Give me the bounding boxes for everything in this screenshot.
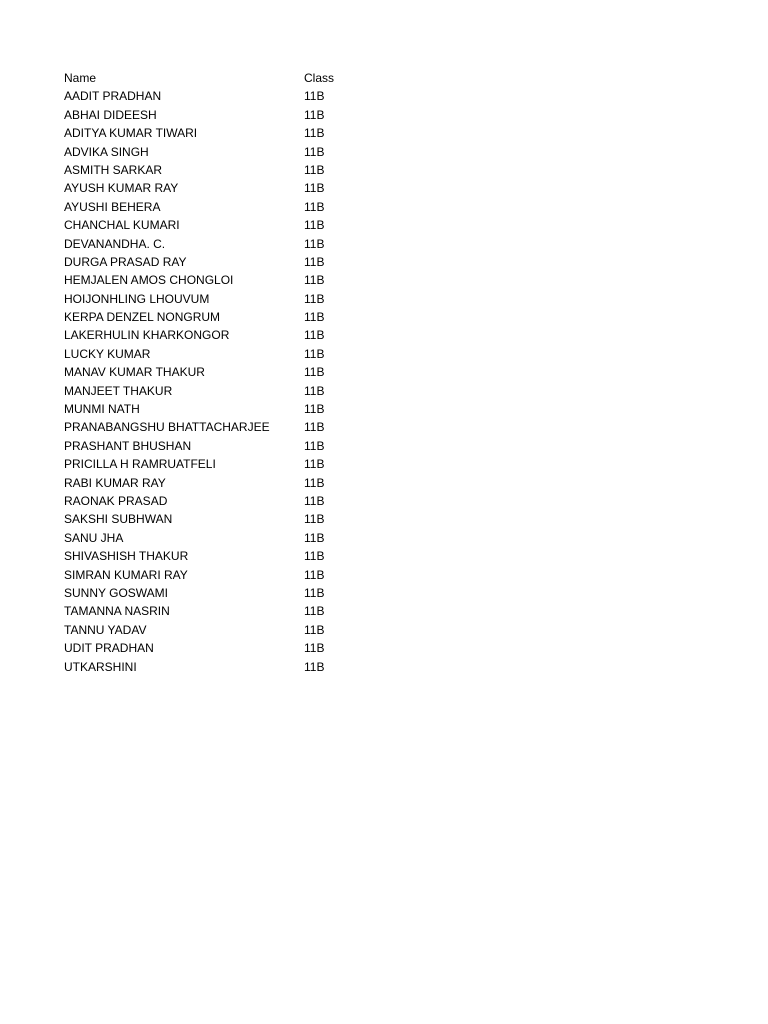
student-name-cell: UTKARSHINI [64,659,137,674]
student-name-cell: TAMANNA NASRIN [64,604,170,619]
table-row [64,216,384,234]
table-row [64,418,384,436]
table-row [64,602,384,620]
table-row [64,308,384,326]
student-class-cell: 11B [304,236,325,251]
student-name-cell: SIMRAN KUMARI RAY [64,567,188,582]
student-name-cell: LUCKY KUMAR [64,346,151,361]
student-class-cell: 11B [304,162,325,177]
student-name-cell: ADITYA KUMAR TIWARI [64,126,198,141]
student-name-cell: ABHAI DIDEESH [64,107,157,122]
student-class-cell: 11B [304,383,325,398]
student-class-cell: 11B [304,438,325,453]
student-name-cell: DEVANANDHA. C. [64,236,166,251]
student-name-cell: KERPA DENZEL NONGRUM [64,310,221,325]
student-rows [64,87,384,676]
table-row [64,235,384,253]
student-class-cell: 11B [304,346,325,361]
table-row [64,198,384,216]
student-class-cell: 11B [304,549,325,564]
table-row [64,87,384,105]
student-class-cell: 11B [304,365,325,380]
student-class-cell: 11B [304,126,325,141]
student-name-cell: TANNU YADAV [64,622,147,637]
table-row [64,382,384,400]
student-class-cell: 11B [304,89,325,104]
table-row [64,492,384,510]
student-class-cell: 11B [304,585,325,600]
name-column-header: Name [64,71,97,85]
table-row [64,474,384,492]
student-class-cell: 11B [304,310,325,325]
student-name-cell: AADIT PRADHAN [64,89,162,104]
student-class-cell: 11B [304,273,325,288]
student-list-sheet [64,69,384,676]
student-class-cell: 11B [304,604,325,619]
student-name-cell: ADVIKA SINGH [64,144,149,159]
student-name-cell: AYUSH KUMAR RAY [64,181,179,196]
student-name-cell: MANAV KUMAR THAKUR [64,365,205,380]
student-name-cell: HEMJALEN AMOS CHONGLOI [64,273,234,288]
student-class-cell: 11B [304,107,325,122]
table-row [64,510,384,528]
table-row [64,106,384,124]
student-class-cell: 11B [304,457,325,472]
student-class-cell: 11B [304,328,325,343]
table-row [64,290,384,308]
student-class-cell: 11B [304,181,325,196]
student-class-cell: 11B [304,420,325,435]
student-class-cell: 11B [304,254,325,269]
student-class-cell: 11B [304,402,325,417]
student-class-cell: 11B [304,475,325,490]
table-row [64,271,384,289]
student-name-cell: PRASHANT BHUSHAN [64,438,192,453]
table-row [64,529,384,547]
student-name-cell: PRICILLA H RAMRUATFELI [64,457,216,472]
table-row [64,363,384,381]
table-row [64,179,384,197]
table-row [64,658,384,676]
student-name-cell: RAONAK PRASAD [64,493,168,508]
student-class-cell: 11B [304,530,325,545]
table-row [64,143,384,161]
student-name-cell: CHANCHAL KUMARI [64,218,180,233]
student-name-cell: SHIVASHISH THAKUR [64,549,189,564]
student-name-cell: MANJEET THAKUR [64,383,173,398]
student-class-cell: 11B [304,199,325,214]
table-row [64,621,384,639]
table-row [64,584,384,602]
table-row [64,326,384,344]
student-name-cell: DURGA PRASAD RAY [64,254,187,269]
class-column-header: Class [304,71,335,85]
table-row [64,639,384,657]
table-row [64,161,384,179]
student-name-cell: LAKERHULIN KHARKONGOR [64,328,230,343]
student-name-cell: RABI KUMAR RAY [64,475,166,490]
student-class-cell: 11B [304,512,325,527]
student-class-cell: 11B [304,218,325,233]
student-name-cell: ASMITH SARKAR [64,162,163,177]
student-name-cell: MUNMI NATH [64,402,140,417]
table-row [64,124,384,142]
student-name-cell: SAKSHI SUBHWAN [64,512,173,527]
student-class-cell: 11B [304,659,325,674]
table-row [64,566,384,584]
table-row [64,437,384,455]
student-name-cell: SANU JHA [64,530,124,545]
student-class-cell: 11B [304,622,325,637]
student-class-cell: 11B [304,291,325,306]
student-name-cell: UDIT PRADHAN [64,641,154,656]
student-class-cell: 11B [304,641,325,656]
student-class-cell: 11B [304,144,325,159]
student-name-cell: HOIJONHLING LHOUVUM [64,291,210,306]
student-class-cell: 11B [304,567,325,582]
student-class-cell: 11B [304,493,325,508]
header-row [64,69,384,87]
table-row [64,547,384,565]
student-name-cell: AYUSHI BEHERA [64,199,161,214]
table-row [64,455,384,473]
student-name-cell: SUNNY GOSWAMI [64,585,169,600]
table-row [64,345,384,363]
table-row [64,400,384,418]
table-row [64,253,384,271]
student-name-cell: PRANABANGSHU BHATTACHARJEE [64,420,270,435]
